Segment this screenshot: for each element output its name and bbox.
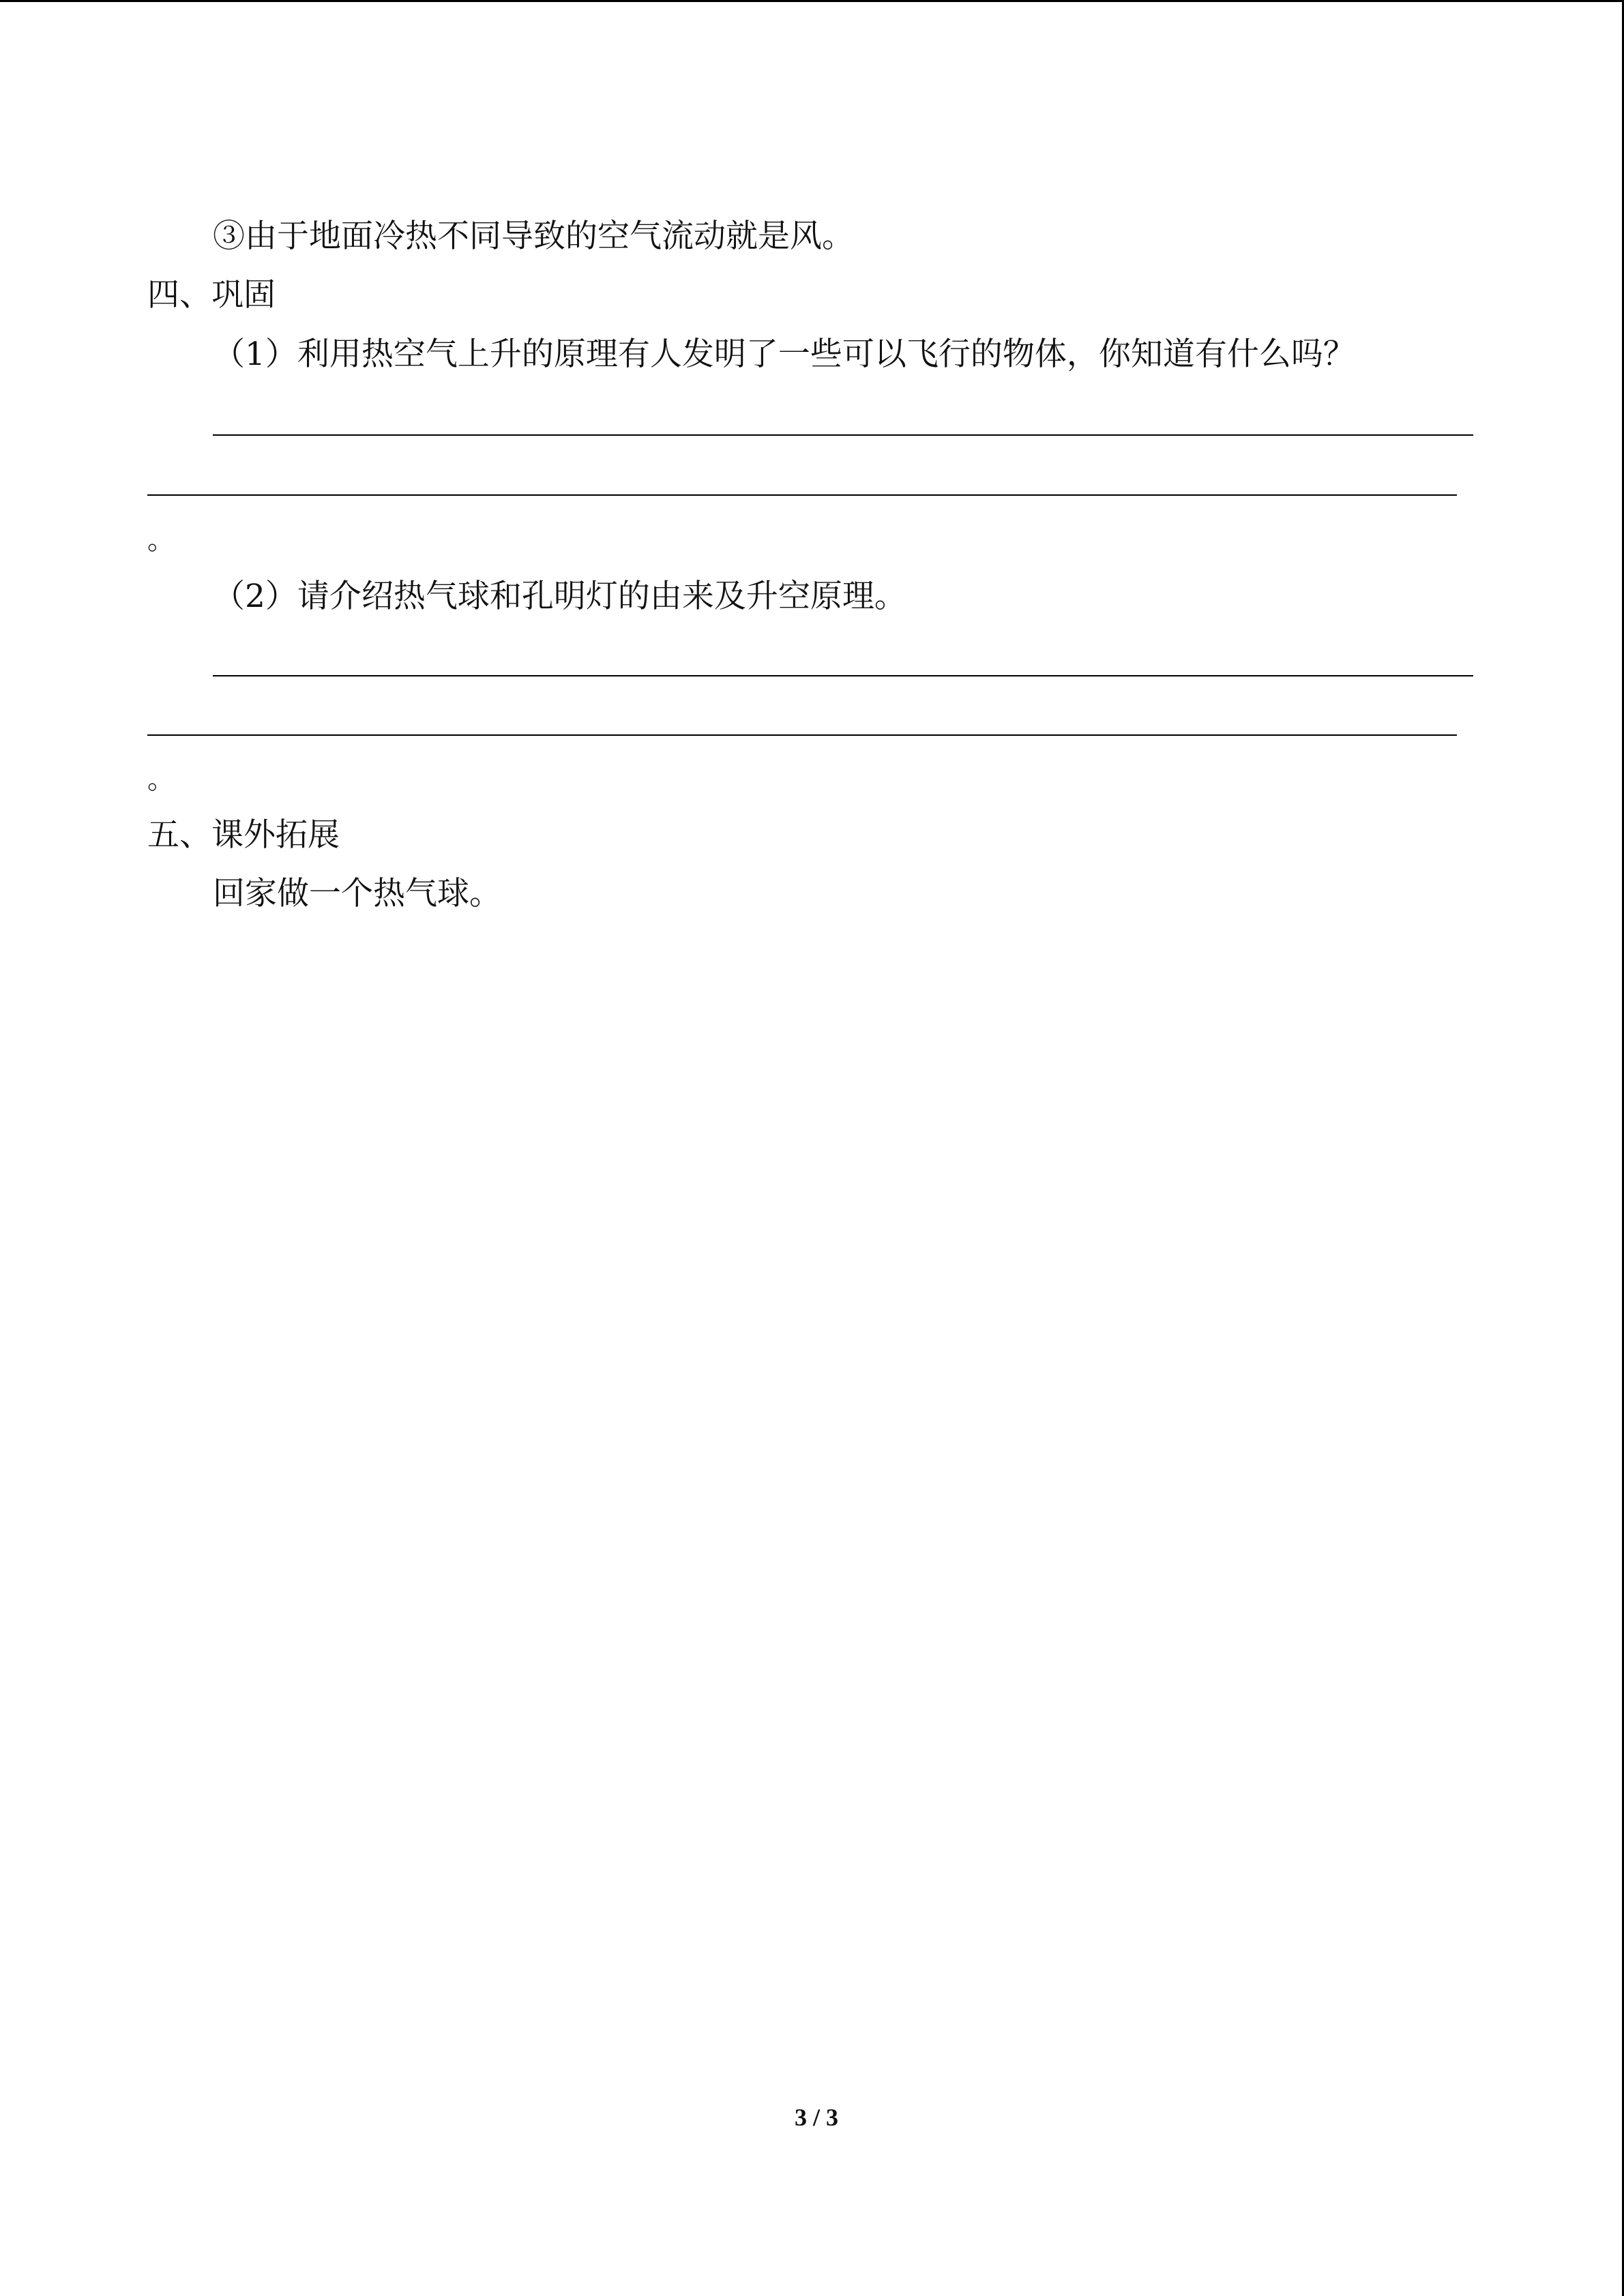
answer-line-1b[interactable] — [147, 494, 1457, 496]
section-5-heading: 五、课外拓展 — [147, 816, 340, 854]
page-border-top — [0, 0, 1624, 2]
section-5-task: 回家做一个热气球。 — [213, 875, 501, 912]
answer-line-2b[interactable] — [147, 734, 1457, 736]
page-number: 3 / 3 — [795, 2104, 839, 2131]
question-1-text: （1）利用热空气上升的原理有人发明了一些可以飞行的物体，你知道有什么吗？ — [213, 336, 1355, 373]
section-4-heading: 四、巩固 — [147, 276, 276, 314]
question-1-end-mark: 。 — [147, 524, 175, 556]
question-2-text: （2）请介绍热气球和孔明灯的由来及升空原理。 — [213, 578, 906, 615]
question-2-end-mark: 。 — [147, 764, 175, 795]
item-3-text: ③由于地面冷热不同导致的空气流动就是风。 — [213, 218, 854, 255]
answer-line-1a[interactable] — [213, 434, 1473, 436]
answer-line-2a[interactable] — [213, 675, 1473, 676]
